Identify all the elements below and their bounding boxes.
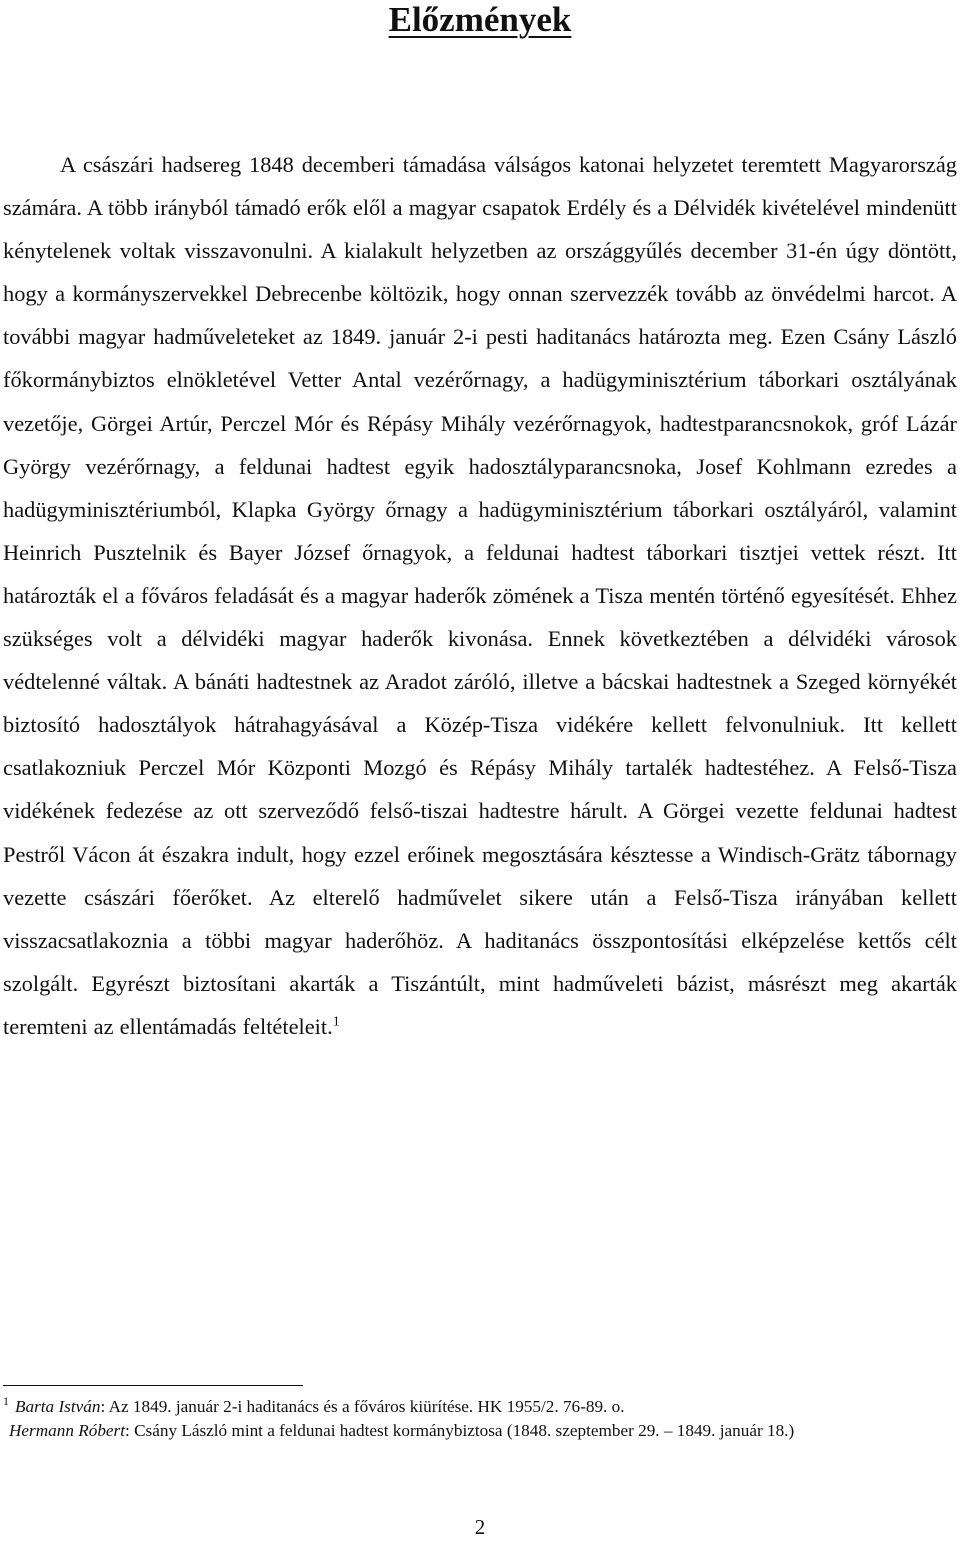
- paragraph-text: A császári hadsereg 1848 decemberi támadása válságos katonai helyzetet teremtett Magyarország számára. A több irányból támadó erők elől a magyar csapatok Erdély és a Délvidék kivételével mindenütt kénytelenek voltak visszavonulni. A kialakult helyzetben az országgyűlés december 31-én úgy döntött, hogy a kormányszervekkel Debrecenbe költözik, hogy onnan szervezzék tovább az önvédelmi harcot. A további magyar hadműveleteket az 1849. január 2-i pesti haditanács határozta meg. Ezen Csány László főkormánybiztos elnökletével Vetter Antal vezérőrnagy, a hadügyminisztérium táborkari osztályának vezetője, Görgei Artúr, Perczel Mór és Répásy Mihály vezérőrnagyok, hadtestparancsnokok, gróf Lázár György vezérőrnagy, a feldunai hadtest egyik hadosztályparancsnoka, Josef Kohlmann ezredes a hadügyminisztériumból, Klapka György őrnagy a hadügyminisztérium táborkari osztályáról, valamint Heinrich Pusztelnik és Bayer József őrnagyok, a feldunai hadtest táborkari tisztjei vettek részt. Itt határozták el a főváros feladását és a magyar haderők zömének a Tisza mentén történő egyesítését. Ehhez szükséges volt a délvidéki magyar haderők kivonása. Ennek következtében a délvidéki városok védtelenné váltak. A bánáti hadtestnek az Aradot záróló, illetve a bácskai hadtestnek a Szeged környékét biztosító hadosztályok hátrahagyásával a Közép-Tisza vidékére kellett felvonulniuk. Itt kellett csatlakozniuk Perczel Mór Központi Mozgó és Répásy Mihály tartalék hadtestéhez. A Felső-Tisza vidékének fedezése az ott szerveződő felső-tiszai hadtestre hárult. A Görgei vezette feldunai hadtest Pestről Vácon át északra indult, hogy ezzel erőinek megosztására késztesse a Windisch-Grätz tábornagy vezette császári főerőket. Az elterelő hadművelet sikere után a Felső-Tisza irányában kellett visszacsatlakoznia a többi magyar haderőhöz. A haditanács összpontosítási elképzelése kettős célt szolgált. Egyrészt biztosítani akarták a Tiszántúlt, mint hadműveleti bázist, másrészt meg akarták teremteni az ellentámadás feltételeit.: [3, 152, 957, 1039]
- body-paragraph: [3, 143, 957, 1048]
- footnote-text: : Az 1849. január 2-i haditanács és a főváros kiürítése. HK 1955/2. 76-89. o.: [100, 1397, 625, 1416]
- footnotes: [3, 1393, 953, 1443]
- footnote-text: : Csány László mint a feldunai hadtest kormánybiztosa (1848. szeptember 29. – 1849. január 18.): [125, 1421, 795, 1440]
- page-number: 2: [474, 1515, 486, 1539]
- footnote-mark: 1: [3, 1394, 9, 1409]
- page-title: Előzmények: [388, 0, 572, 39]
- footnote-separator: [3, 1385, 303, 1386]
- footnote-2: [3, 1419, 953, 1443]
- footnote-author: Barta István: [15, 1397, 101, 1416]
- footnote-reference: 1: [332, 1014, 340, 1030]
- footnote-author: Hermann Róbert: [9, 1421, 125, 1440]
- footnote-1: [3, 1393, 953, 1419]
